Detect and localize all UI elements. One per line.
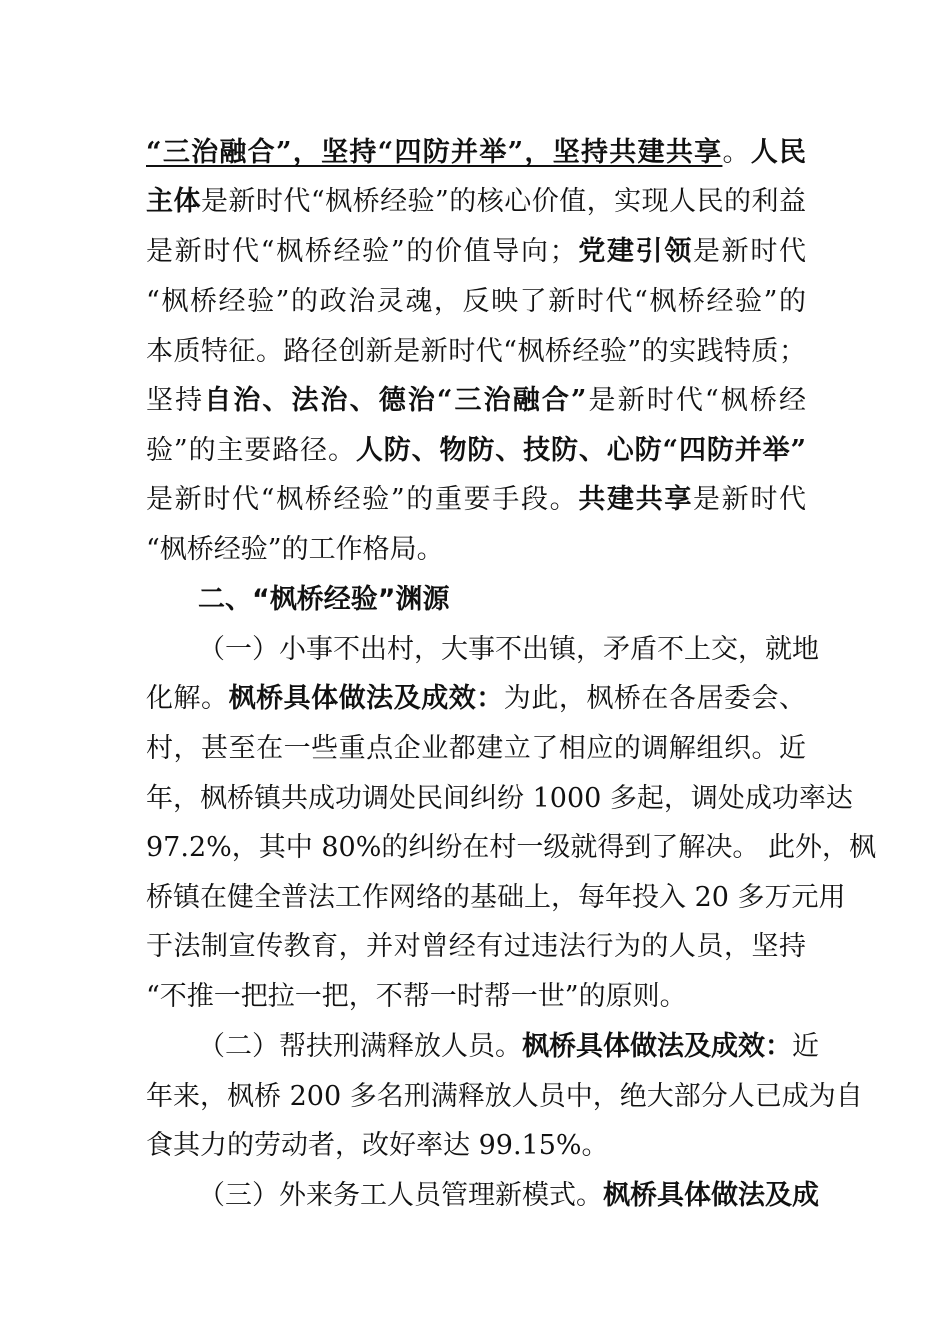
- text-span: 是新时代“枫桥经验”的重要手段。: [146, 484, 579, 515]
- para1-line-4: “枫桥经验”的政治灵魂，反映了新时代“枫桥经验”的: [146, 286, 806, 317]
- sec1-line-6: 桥镇在健全普法工作网络的基础上，每年投入 20 多万元用: [146, 882, 846, 913]
- sec1-line-2: [146, 682, 806, 716]
- bold-text: 枫桥具体做法及成: [603, 1180, 819, 1211]
- bold-text: 人民: [750, 137, 807, 168]
- sec1-line-7: 于法制宣传教育，并对曾经有过违法行为的人员，坚持: [146, 931, 806, 962]
- text-span: 是新时代“枫桥经: [586, 385, 806, 416]
- sec1-line-5: 97.2%，其中 80%的纠纷在村一级就得到了解决。 此外，枫: [146, 832, 876, 863]
- para1-line-8: [146, 483, 806, 517]
- para1-line-1: [146, 136, 806, 170]
- text-span: 是新时代“枫桥经验”的核心价值，实现人民的利益: [200, 186, 806, 217]
- text-span: 是新时代: [693, 484, 807, 515]
- text-span: 近: [792, 1031, 819, 1062]
- bold-text: 人防、物防、技防、心防“四防并举”: [355, 435, 807, 466]
- text-span: 验”的主要路径。: [146, 435, 356, 466]
- sec1-line-3: 村，甚至在一些重点企业都建立了相应的调解组织。近: [146, 733, 806, 764]
- sec1-line-1: （一）小事不出村，大事不出镇，矛盾不上交，就地: [198, 634, 819, 665]
- para1-line-2: [146, 185, 806, 219]
- sec2-line-3: 食其力的劳动者，改好率达 99.15%。: [146, 1130, 609, 1161]
- text-span: 为此，枫桥在各居委会、: [503, 683, 807, 714]
- para1-line-6: [146, 384, 806, 418]
- text-span: 化解。: [146, 683, 229, 714]
- text-span: （二）帮扶刑满释放人员。: [198, 1031, 522, 1062]
- text-span: （三）外来务工人员管理新模式。: [198, 1180, 603, 1211]
- bold-text: 主体: [146, 186, 201, 217]
- bold-text: 共建共享: [578, 484, 693, 515]
- para1-line-7: [146, 434, 806, 468]
- text-span: 是新时代: [693, 236, 807, 267]
- bold-text: 党建引领: [576, 236, 694, 267]
- sec1-line-4: 年，枫桥镇共成功调处民间纠纷 1000 多起，调处成功率达: [146, 783, 853, 814]
- text-span: 坚持: [146, 385, 205, 416]
- section-heading: 二、“枫桥经验”渊源: [198, 584, 450, 615]
- bold-text: 枫桥具体做法及成效：: [228, 683, 504, 714]
- sec2-line-2: 年来，枫桥 200 多名刑满释放人员中，绝大部分人已成为自: [146, 1081, 863, 1112]
- sec1-line-8: “不推一把拉一把，不帮一时帮一世”的原则。: [146, 981, 687, 1012]
- bold-underlined-text: “三治融合”，坚持“四防并举”，坚持共建共享: [146, 137, 723, 168]
- bold-text: 自治、法治、德治“三治融合”: [204, 385, 587, 416]
- text-span: 。: [722, 137, 751, 168]
- para1-line-9: “枫桥经验”的工作格局。: [146, 534, 444, 565]
- para1-line-3: [146, 235, 806, 269]
- para1-line-5: 本质特征。路径创新是新时代“枫桥经验”的实践特质；: [146, 336, 806, 367]
- sec3-line-1: [198, 1179, 819, 1213]
- sec2-line-1: [198, 1030, 819, 1064]
- bold-text: 枫桥具体做法及成效：: [522, 1031, 792, 1062]
- text-span: 是新时代“枫桥经验”的价值导向；: [146, 236, 577, 267]
